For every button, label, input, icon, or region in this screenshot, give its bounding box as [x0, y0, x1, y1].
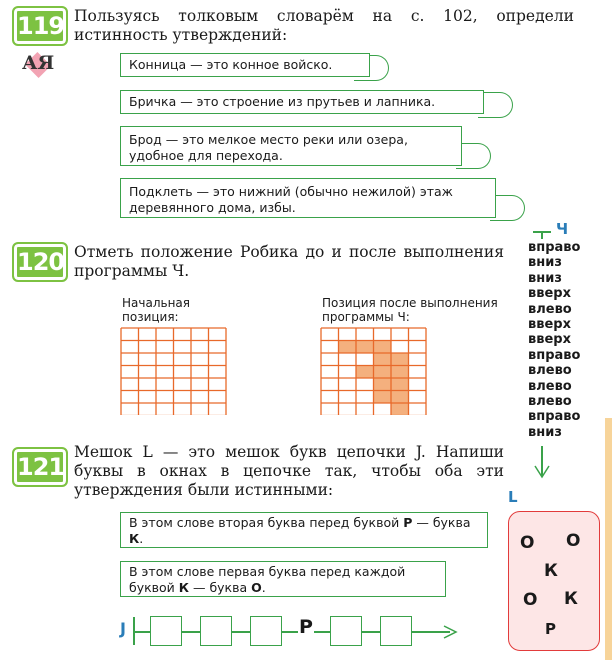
program-command: влево	[528, 394, 572, 410]
statement-text: В этом слове вторая буква перед буквой	[129, 515, 404, 530]
shaded-cell	[391, 353, 409, 366]
program-command: вниз	[528, 255, 562, 271]
shaded-cell	[391, 366, 409, 379]
program-list	[528, 240, 598, 440]
statement-5	[120, 512, 488, 548]
shaded-cell	[374, 391, 392, 404]
program-command: вправо	[528, 347, 581, 363]
bag-letter: О	[523, 590, 538, 610]
arrow-down-icon	[533, 462, 551, 480]
bag-letter: К	[544, 561, 558, 581]
page-edge-strip	[605, 418, 612, 660]
shaded-cell	[339, 341, 357, 354]
program-command: вправо	[528, 240, 581, 255]
grid-start[interactable]	[120, 327, 230, 415]
statement-letter: К	[129, 531, 140, 546]
chain-slot[interactable]	[250, 616, 282, 646]
bag-letter: О	[566, 531, 581, 551]
statement-1: Конница — это конное войско.	[120, 53, 370, 77]
shaded-cell	[391, 378, 409, 391]
chain-slot[interactable]	[150, 616, 182, 646]
task-text: Пользуясь толковым словарём на с. 102, определи истинность утверждений:	[74, 7, 574, 44]
program-name: Ч	[556, 220, 569, 238]
program-command: вниз	[528, 424, 562, 440]
statement-3: Брод — это мелкое место реки или озера, удобное для перехода.	[120, 126, 462, 166]
dictionary-icon-label: АЯ	[22, 52, 55, 74]
bag-letter: К	[564, 589, 578, 609]
statement-2: Бричка — это строение из прутьев и лапника.	[120, 90, 484, 114]
label-start-position: Начальная позиция:	[122, 296, 190, 324]
dictionary-icon	[22, 52, 56, 78]
letter-bag	[508, 511, 600, 651]
task-text: Мешок L — это мешок букв цепочки J. Напиши буквы в окнах в цепочке так, чтобы оба эти утверждения были истинными:	[74, 443, 504, 499]
program-command: вверх	[528, 286, 571, 302]
shaded-cell	[391, 391, 409, 404]
statement-text: .	[261, 580, 266, 595]
task-number-badge: 119	[14, 8, 66, 44]
statement-text: В этом слове первая буква перед каждой буквой	[129, 564, 406, 595]
statement-letter: О	[251, 580, 262, 595]
chain-slot[interactable]	[200, 616, 232, 646]
statement-letter: К	[178, 580, 189, 595]
chain-slot[interactable]	[330, 616, 362, 646]
shaded-cell	[391, 403, 409, 415]
program-command: вправо	[528, 409, 581, 425]
program-command: влево	[528, 378, 572, 394]
program-command: вниз	[528, 270, 562, 286]
shaded-cell	[356, 341, 374, 354]
chain-arrow-right-icon	[442, 624, 458, 640]
statement-text: — буква	[412, 515, 471, 530]
bag-letter: Р	[545, 620, 556, 638]
program-connector	[541, 231, 543, 239]
program-command: влево	[528, 363, 572, 379]
bag-label: L	[508, 488, 518, 506]
statement-letter: Р	[403, 515, 413, 530]
chain-label: J	[120, 619, 126, 638]
program-command: вверх	[528, 317, 571, 333]
statement-4: Подклеть — это нижний (обычно нежилой) этаж деревянного дома, избы.	[120, 178, 496, 218]
grid-after[interactable]	[320, 327, 430, 415]
chain-fixed-letter: Р	[299, 616, 313, 638]
task-text: Отметь положение Робика до и после выполнения программы Ч.	[74, 243, 504, 280]
program-command: вверх	[528, 332, 571, 348]
task-number-badge: 121	[14, 449, 66, 485]
statement-text: — буква	[189, 580, 252, 595]
statement-text: .	[139, 531, 144, 546]
label-after-position: Позиция после выполнения программы Ч:	[322, 296, 498, 324]
chain-slot[interactable]	[380, 616, 412, 646]
shaded-cell	[374, 366, 392, 379]
program-command: влево	[528, 301, 572, 317]
task-number-badge: 120	[14, 244, 66, 280]
bag-letter: О	[520, 533, 535, 553]
shaded-cell	[356, 366, 374, 379]
statement-6	[120, 561, 446, 597]
shaded-cell	[374, 378, 392, 391]
shaded-cell	[374, 341, 392, 354]
shaded-cell	[374, 353, 392, 366]
